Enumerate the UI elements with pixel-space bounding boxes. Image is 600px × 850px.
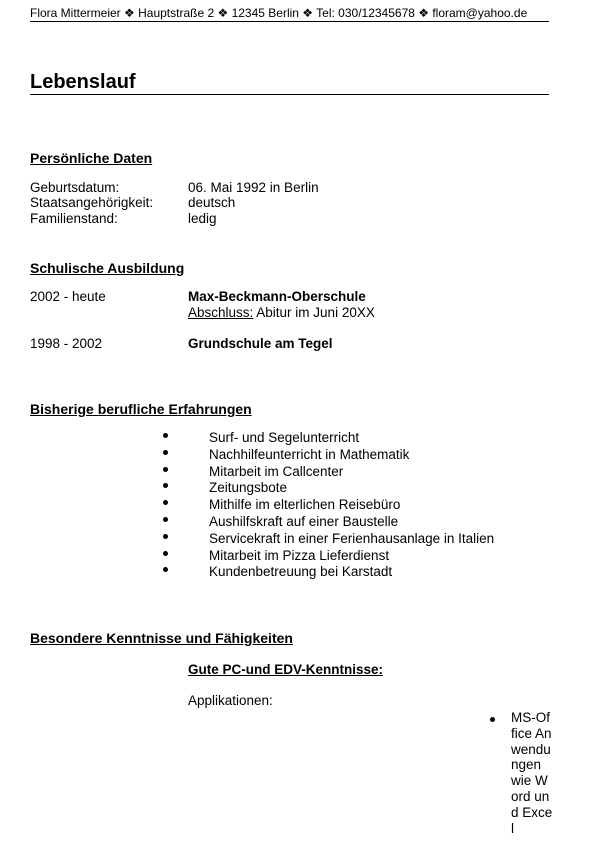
list-item: [0, 548, 600, 565]
bullet-icon: [163, 483, 168, 488]
personal-label-nationality: Staatsangehörigkeit:: [30, 195, 154, 210]
section-heading-personal: Persönliche Daten: [30, 150, 153, 166]
list-item-text: Mitarbeit im Callcenter: [209, 463, 344, 479]
personal-value-nationality: deutsch: [188, 195, 236, 210]
list-item-text: Mithilfe im elterlichen Reisebüro: [209, 497, 401, 513]
education-period: 2002 - heute: [30, 289, 106, 304]
section-heading-experience: Bisherige berufliche Erfahrungen: [30, 401, 252, 417]
personal-value-birthdate: 06. Mai 1992 in Berlin: [188, 180, 319, 195]
bullet-icon: [490, 717, 495, 722]
list-item: [0, 480, 600, 497]
list-item: [0, 464, 600, 481]
experience-list: [0, 430, 600, 581]
applications-item: MS-Office Anwendungen wie Word und Excel: [511, 710, 553, 836]
list-item-text: Servicekraft in einer Ferienhausanlage in Italien: [209, 530, 495, 546]
personal-value-marital: ledig: [188, 211, 217, 226]
section-heading-education: Schulische Ausbildung: [30, 260, 185, 276]
list-item-text: Kundenbetreuung bei Karstadt: [209, 564, 393, 580]
bullet-icon: [163, 567, 168, 572]
personal-label-birthdate: Geburtsdatum:: [30, 180, 120, 195]
bullet-icon: [163, 467, 168, 472]
list-item: [0, 447, 600, 464]
bullet-icon: [163, 433, 168, 438]
list-item: [0, 564, 600, 581]
title-divider: [30, 94, 549, 95]
bullet-icon: [163, 517, 168, 522]
contact-line: Flora Mittermeier ❖ Hauptstraße 2 ❖ 12345 Berlin ❖ Tel: 030/12345678 ❖ floram@yahoo.de: [30, 6, 528, 20]
education-school: Grundschule am Tegel: [188, 336, 333, 351]
header-divider: [30, 21, 549, 22]
section-heading-skills: Besondere Kenntnisse und Fähigkeiten: [30, 630, 293, 646]
list-item: [0, 497, 600, 514]
education-detail-label: Abschluss:: [188, 305, 254, 320]
list-item: [0, 514, 600, 531]
list-item-text: Aushilfskraft auf einer Baustelle: [209, 513, 399, 529]
list-item-text: Mitarbeit im Pizza Lieferdienst: [209, 547, 390, 563]
skills-subheading: Gute PC-und EDV-Kenntnisse:: [188, 662, 384, 677]
bullet-icon: [163, 551, 168, 556]
list-item: [0, 430, 600, 447]
list-item-text: Nachhilfeunterricht in Mathematik: [209, 446, 410, 462]
list-item-text: Zeitungsbote: [209, 480, 288, 496]
document-title: Lebenslauf: [30, 71, 136, 93]
bullet-icon: [163, 450, 168, 455]
education-detail: [188, 305, 375, 321]
list-item: [0, 531, 600, 548]
bullet-icon: [163, 500, 168, 505]
education-school: Max-Beckmann-Oberschule: [188, 289, 366, 304]
personal-label-marital: Familienstand:: [30, 211, 118, 226]
bullet-icon: [163, 534, 168, 539]
list-item-text: Surf- und Segelunterricht: [209, 430, 360, 445]
applications-label: Applikationen:: [188, 693, 273, 708]
education-detail-value: Abitur im Juni 20XX: [253, 305, 375, 320]
education-period: 1998 - 2002: [30, 336, 103, 351]
